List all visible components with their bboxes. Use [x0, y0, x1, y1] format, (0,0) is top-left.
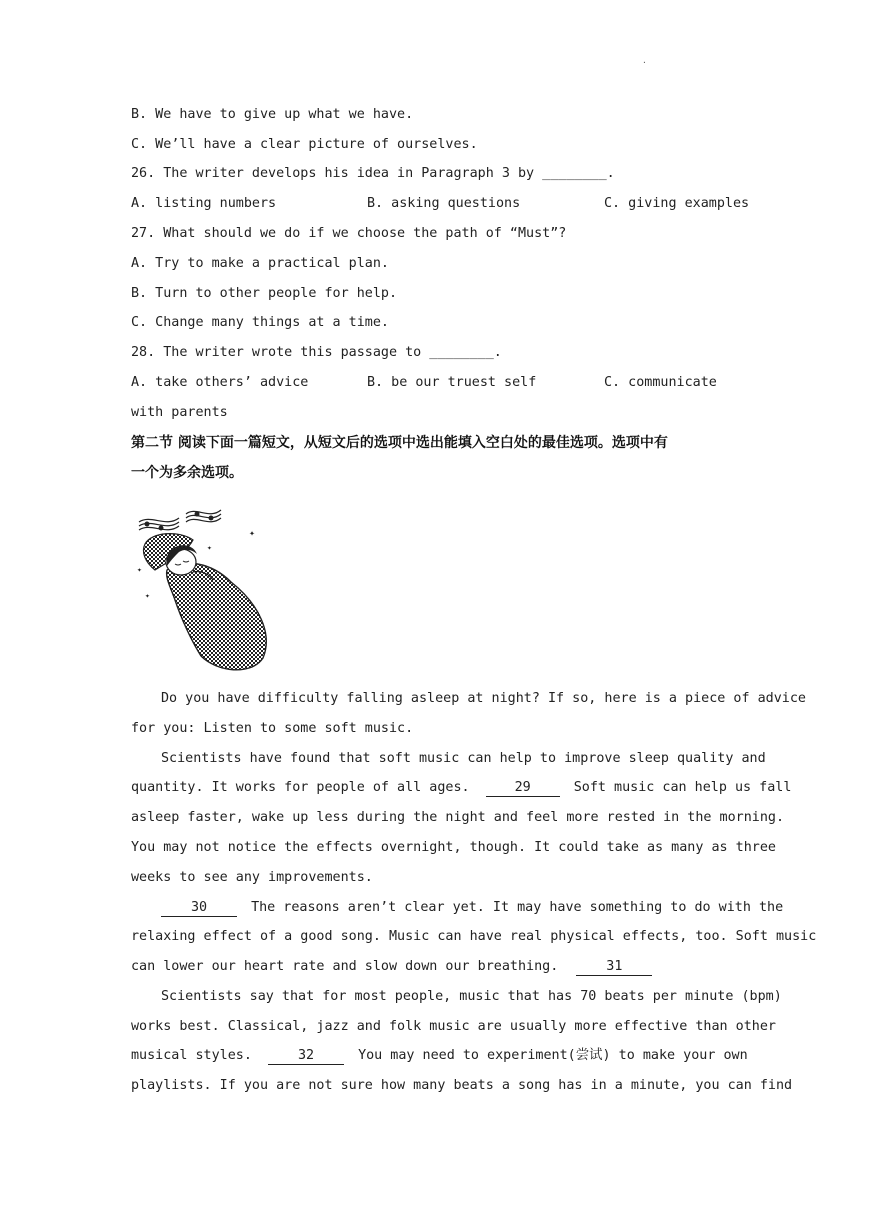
q28-stem: 28. The writer wrote this passage to ________.	[131, 345, 502, 360]
blank-30[interactable]: 30	[161, 900, 237, 917]
passage-p2-line2	[131, 779, 792, 797]
q26-option-c: C. giving examples	[604, 196, 750, 211]
passage-p3-line3	[131, 958, 737, 976]
svg-text:✦: ✦	[249, 528, 256, 539]
q28-option-b: B. be our truest self	[367, 375, 537, 390]
q25-option-c: C. We’ll have a clear picture of ourselves.	[131, 137, 478, 152]
sleeping-girl-illustration	[131, 500, 281, 675]
q27-option-a: A. Try to make a practical plan.	[131, 256, 389, 271]
passage-text: can lower our heart rate and slow down our breathing.	[131, 959, 559, 974]
passage-p4-line2: works best. Classical, jazz and folk music are usually more effective than other	[131, 1019, 776, 1034]
q28-options	[131, 374, 741, 392]
passage-p4-line1: Scientists say that for most people, music that has 70 beats per minute (bpm)	[161, 989, 782, 1004]
passage-text: You may need to experiment(尝试) to make your own	[358, 1048, 748, 1063]
passage-p2-line3: asleep faster, wake up less during the night and feel more rested in the morning.	[131, 810, 785, 825]
svg-text:✦: ✦	[207, 543, 212, 552]
q27-option-c: C. Change many things at a time.	[131, 315, 389, 330]
passage-p2-line1: Scientists have found that soft music can help to improve sleep quality and	[161, 751, 766, 766]
q25-option-b: B. We have to give up what we have.	[131, 107, 414, 122]
passage-p3-line1	[161, 899, 784, 917]
passage-text: Soft music can help us fall	[573, 780, 792, 795]
passage-text: The reasons aren’t clear yet. It may have something to do with the	[251, 900, 784, 915]
svg-text:✦: ✦	[137, 565, 142, 574]
passage-p1-line1: Do you have difficulty falling asleep at night? If so, here is a piece of advice	[161, 691, 806, 706]
passage-p4-line3	[131, 1047, 748, 1065]
section-heading: 第二节 阅读下面一篇短文，从短文后的选项中选出能填入空白处的最佳选项。选项中有	[131, 435, 668, 451]
q28-option-c-continued: with parents	[131, 405, 228, 420]
q27-stem: 27. What should we do if we choose the path of “Must”?	[131, 226, 567, 241]
passage-p4-line4: playlists. If you are not sure how many beats a song has in a minute, you can find	[131, 1078, 793, 1093]
q26-stem: 26. The writer develops his idea in Paragraph 3 by ________.	[131, 166, 615, 181]
passage-text: quantity. It works for people of all ages.	[131, 780, 470, 795]
svg-text:✦: ✦	[145, 591, 150, 600]
section-heading-continued: 一个为多余选项。	[131, 465, 243, 481]
blank-29[interactable]: 29	[486, 780, 560, 797]
passage-p2-line4: You may not notice the effects overnight, though. It could take as many as three	[131, 840, 776, 855]
q26-option-b: B. asking questions	[367, 196, 521, 211]
q27-option-b: B. Turn to other people for help.	[131, 286, 398, 301]
header-mark: .	[642, 56, 647, 65]
blank-31[interactable]: 31	[576, 959, 652, 976]
q28-option-c: C. communicate	[604, 375, 717, 390]
passage-text: musical styles.	[131, 1048, 252, 1063]
blank-32[interactable]: 32	[268, 1048, 344, 1065]
q26-option-a: A. listing numbers	[131, 196, 277, 211]
q26-options	[131, 195, 750, 213]
passage-p1-line2: for you: Listen to some soft music.	[131, 721, 414, 736]
passage-p2-line5: weeks to see any improvements.	[131, 870, 373, 885]
passage-p3-line2: relaxing effect of a good song. Music can have real physical effects, too. Soft music	[131, 929, 817, 944]
q28-option-a: A. take others’ advice	[131, 375, 309, 390]
